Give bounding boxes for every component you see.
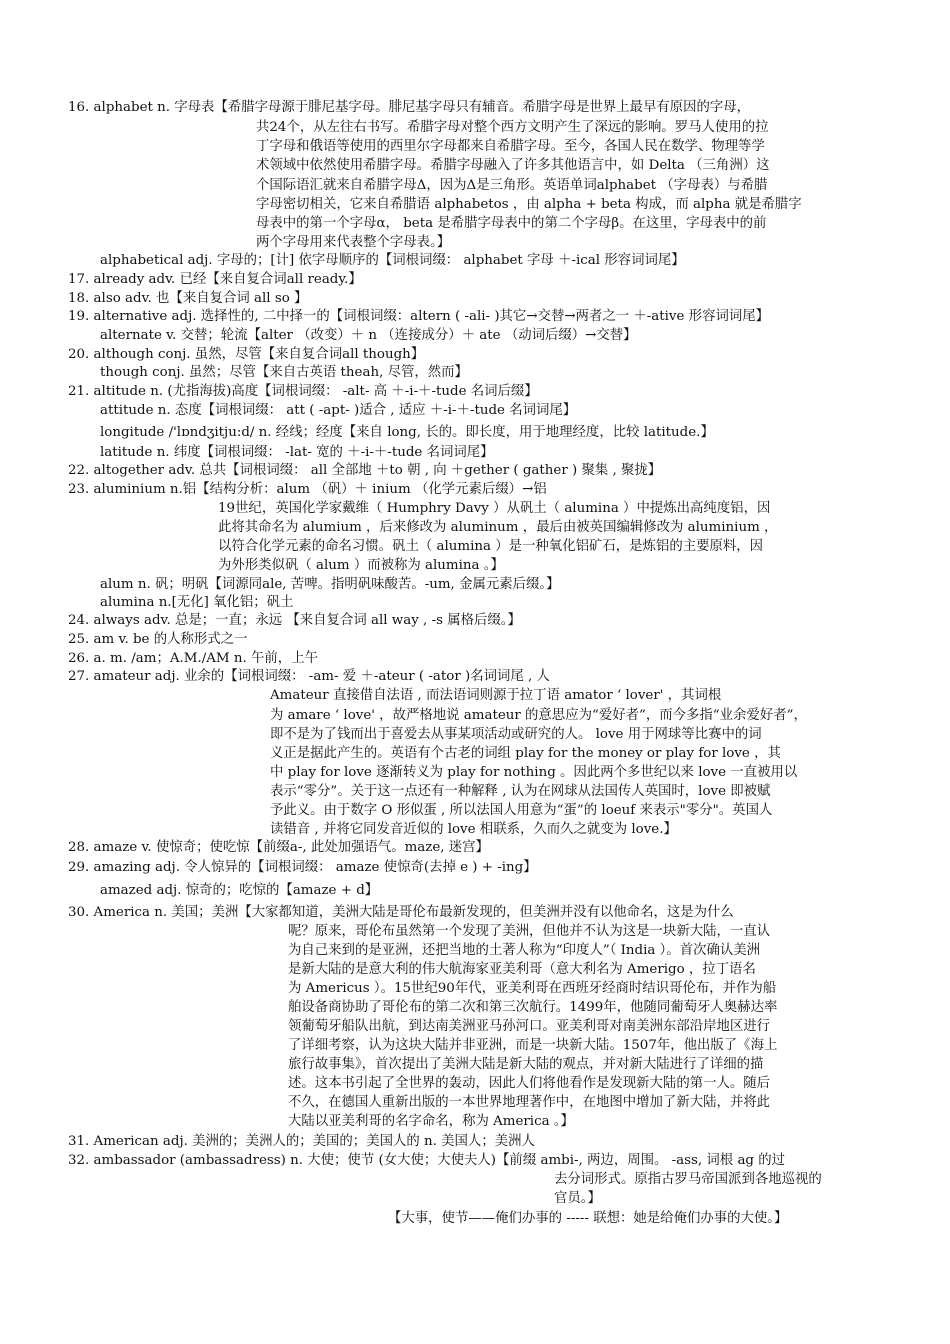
- entry-america-line: 不久，在德国人重新出版的一本世界地理著作中，在地图中增加了新大陆，并将此: [288, 1095, 771, 1110]
- entry-altogether: 22. altogether adv. 总共【词根词缀： all 全部地 ＋to 朝 , 向 ＋gether ( gather ) 聚集 , 聚拢】: [68, 463, 662, 478]
- entry-america-line: 述。这本书引起了全世界的轰动，因此人们将他看作是发现新大陆的第一人。随后: [288, 1076, 771, 1091]
- entry-alphabet-line: 个国际语汇就来自希腊字母Δ，因为Δ是三角形。英语单词alphabet （字母表）与希腊: [256, 178, 768, 193]
- entry-amateur-line: 读错音 , 并将它同发音近似的 love 相联系，久而久之就变为 love.】: [270, 822, 677, 837]
- entry-america-line: 呢？原来，哥伦布虽然第一个发现了美洲，但他并不认为这是一块新大陆，一直认: [288, 924, 771, 939]
- sub-entry-attitude: attitude n. 态度【词根词缀： att ( -apt- )适合 , 适应 ＋-i-＋-tude 名词词尾】: [100, 403, 577, 418]
- entry-always: 24. always adv. 总是；一直；永远 【来自复合词 all way , -s 属格后缀。】: [68, 613, 521, 628]
- entry-alphabet-line: 母表中的第一个字母α， beta 是希腊字母表中的第二个字母β。在这里，字母表中的前: [256, 216, 767, 231]
- sub-entry-alum: alum n. 矾；明矾【词源同ale, 苦啤。指明矾味酸苦。-um, 金属元素后缀。】: [100, 577, 560, 592]
- sub-entry-latitude: latitude n. 纬度【词根词缀： -lat- 宽的 ＋-i-＋-tude 名词词尾】: [100, 445, 494, 460]
- entry-america-line: 旅行故事集》，首次提出了美洲大陆是新大陆的观点，并对新大陆进行了详细的描: [288, 1057, 764, 1072]
- sub-entry-though: though conj. 虽然；尽管【来自古英语 theah, 尽管，然而】: [100, 365, 468, 380]
- entry-alphabet-line: 16. alphabet n. 字母表【希腊字母源于腓尼基字母。腓尼基字母只有辅音。希腊字母是世界上最早有原因的字母，: [68, 100, 751, 115]
- entry-amateur-line: 予此义。由于数字 O 形似蛋 , 所以法国人用意为“蛋”的 loeuf 来表示"零分"。英国人: [270, 803, 773, 818]
- entry-altitude: 21. altitude n. (尤指海拔)高度【词根词缀： -alt- 高 ＋-i-＋-tude 名词后缀】: [68, 384, 538, 399]
- entry-alphabet-line: 术领域中依然使用希腊字母。希腊字母融入了许多其他语言中，如 Delta （三角洲）这: [256, 158, 770, 173]
- entry-amazing: 29. amazing adj. 令人惊异的【词根词缀： amaze 使惊奇(去掉 e ) + -ing】: [68, 860, 537, 875]
- entry-aluminium-line: 23. aluminium n.铝【结构分析：alum （矾）＋ inium （化学元素后缀）→铝: [68, 482, 547, 497]
- entry-america-line: 30. America n. 美国；美洲【大家都知道，美洲大陆是哥伦布最新发现的，但美洲并没有以他命名，这是为什么: [68, 905, 734, 920]
- entry-america-line: 是新大陆的是意大利的伟大航海家亚美利哥（意大利名为 Amerigo ，拉丁语名: [288, 962, 756, 977]
- entry-am: 25. am v. be 的人称形式之一: [68, 632, 248, 647]
- entry-aluminium-line: 以符合化学元素的命名习惯。矾土（ alumina ）是一种氧化铝矿石，是炼铝的主要原料，因: [218, 539, 764, 554]
- entry-already: 17. already adv. 已经【来自复合词all ready.】: [68, 272, 362, 287]
- entry-america-line: 领葡萄牙船队出航，到达南美洲亚马孙河口。亚美利哥对南美洲东部沿岸地区进行: [288, 1019, 771, 1034]
- entry-america-line: 大陆以亚美利哥的名字命名，称为 America 。】: [288, 1114, 574, 1129]
- entry-america-line: 舶设备商协助了哥伦布的第二次和第三次航行。1499年，他随同葡萄牙人奥赫达率: [288, 1000, 778, 1015]
- entry-alphabet-line: 共24个，从左往右书写。希腊字母对整个西方文明产生了深远的影响。罗马人使用的拉: [256, 120, 769, 135]
- entry-ambassador-line: 32. ambassador (ambassadress) n. 大使；使节 (女大使；大使夫人)【前缀 ambi-, 两边，周围。 -ass, 词根 ag 的过: [68, 1153, 786, 1168]
- entry-america-line: 了详细考察，认为这块大陆并非亚洲，而是一块新大陆。1507年，他出版了《海上: [288, 1038, 778, 1053]
- entry-amaze: 28. amaze v. 使惊奇；使吃惊【前缀a-, 此处加强语气。maze, 迷宫】: [68, 840, 489, 855]
- entry-amateur-line: 中 play for love 逐渐转义为 play for nothing 。因此两个多世纪以来 love 一直被用以: [270, 765, 798, 780]
- sub-entry-alumina: alumina n.[无化] 氧化铝；矾土: [100, 595, 294, 610]
- entry-amateur-line: Amateur 直接借自法语 , 而法语词则源于拉丁语 amator ‘ lover' ，其词根: [270, 688, 722, 703]
- entry-amateur-line: 表示“零分”。关于这一点还有一种解释 , 认为在网球从法国传人英国时，love 即被赋: [270, 784, 771, 799]
- entry-american: 31. American adj. 美洲的；美洲人的；美国的；美国人的 n. 美国人；美洲人: [68, 1134, 535, 1149]
- entry-aluminium-line: 19世纪，英国化学家戴维（ Humphry Davy ）从矾土（ alumina ）中提炼出高纯度铝，因: [218, 501, 771, 516]
- entry-a-m: 26. a. m. /am；A.M./AM n. 午前，上午: [68, 651, 318, 666]
- entry-amateur-line: 为 amare ‘ love' ，故严格地说 amateur 的意思应为“爱好者”，而今多指“业余爱好者”，: [270, 708, 807, 723]
- entry-america-line: 为 Americus ）。15世纪90年代，亚美利哥在西班牙经商时结识哥伦布，并作为船: [288, 981, 777, 996]
- entry-alternative: 19. alternative adj. 选择性的, 二中择一的【词根词缀：altern ( -ali- )其它→交替→两者之一 ＋-ative 形容词词尾】: [68, 309, 770, 324]
- entry-alphabet-line: 丁字母和俄语等使用的西里尔字母都来自希腊字母。至今，各国人民在数学、物理等学: [256, 139, 765, 154]
- entry-amateur-line: 27. amateur adj. 业余的【词根词缀： -am- 爱 ＋-ateur ( -ator )名词词尾 , 人: [68, 669, 550, 684]
- entry-although: 20. although conj. 虽然，尽管【来自复合词all though】: [68, 347, 425, 362]
- sub-entry-alternate: alternate v. 交替；轮流【alter （改变）＋ n （连接成分）＋ ate （动词后缀）→交替】: [100, 328, 637, 343]
- entry-ambassador-mnemonic: 【大事，使节——俺们办事的 ----- 联想：她是给俺们办事的大使。】: [388, 1211, 788, 1226]
- entry-amateur-line: 义正是据此产生的。英语有个古老的词组 play for the money or play for love ，其: [270, 746, 781, 761]
- entry-aluminium-line: 为外形类似矾（ alum ）而被称为 alumina 。】: [218, 558, 504, 573]
- entry-ambassador-line: 去分词形式。原指古罗马帝国派到各地巡视的: [554, 1172, 822, 1187]
- entry-also: 18. also adv. 也【来自复合词 all so 】: [68, 291, 308, 306]
- sub-entry-alphabetical: alphabetical adj. 字母的；[计] 依字母顺序的【词根词缀： alphabet 字母 ＋-ical 形容词词尾】: [100, 253, 685, 268]
- entry-alphabet-line: 字母密切相关，它来自希腊语 alphabetos ，由 alpha + beta 构成，而 alpha 就是希腊字: [256, 197, 802, 212]
- entry-ambassador-line: 官员。】: [554, 1191, 601, 1206]
- sub-entry-longitude: longitude /'lɒndʒitju:d/ n. 经线；经度【来自 long, 长的。即长度，用于地理经度，比较 latitude.】: [100, 425, 714, 440]
- entry-america-line: 为自己来到的是亚洲，还把当地的土著人称为“印度人”（ India ）。首次确认美洲: [288, 943, 761, 958]
- entry-alphabet-line: 两个字母用来代表整个字母表。】: [256, 235, 451, 250]
- entry-amateur-line: 即不是为了钱而出于喜爱去从事某项活动或研究的人。 love 用于网球等比赛中的词: [270, 727, 762, 742]
- entry-aluminium-line: 此将其命名为 alumium ，后来修改为 aluminum ，最后由被英国编辑修改为 aluminium ，: [218, 520, 778, 535]
- sub-entry-amazed: amazed adj. 惊奇的；吃惊的【amaze + d】: [100, 883, 379, 898]
